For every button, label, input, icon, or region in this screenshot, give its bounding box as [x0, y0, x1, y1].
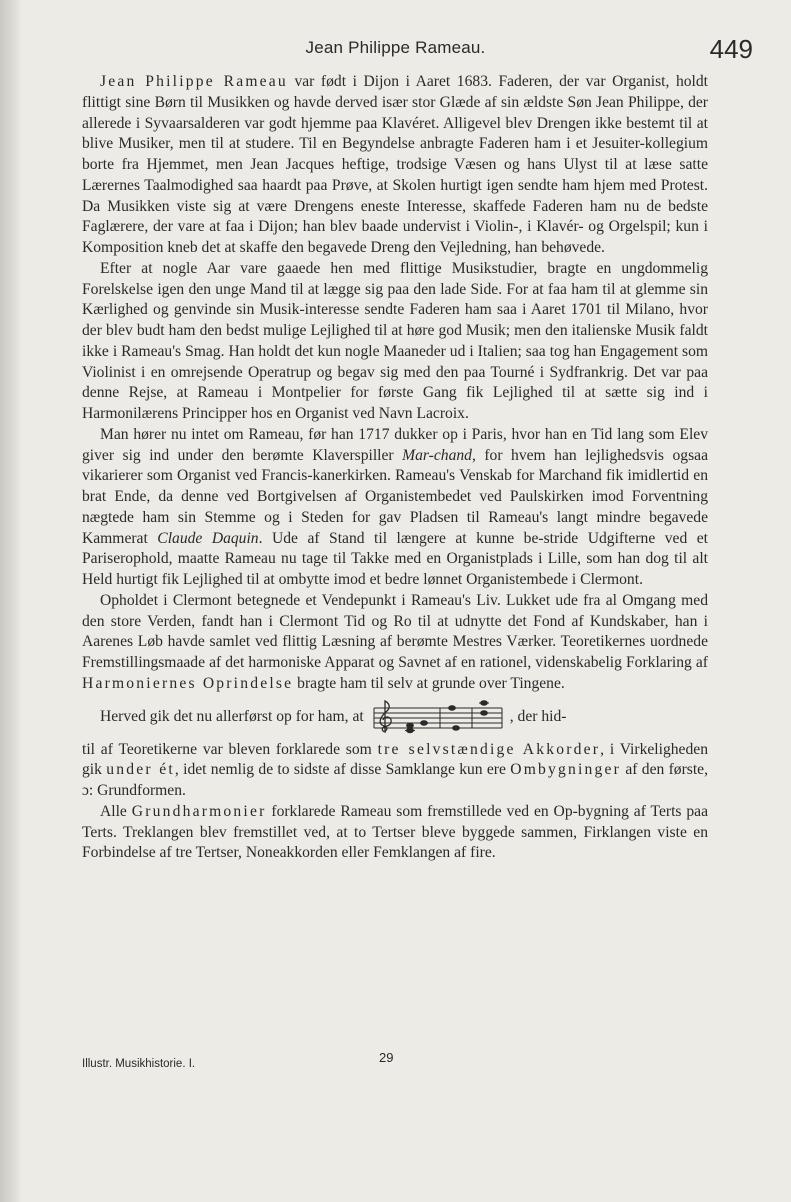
music-line-lead: Herved gik det nu allerførst op for ham, at: [100, 708, 364, 726]
continuation-before: til af Teoretikerne var bleven forklarede som: [82, 740, 378, 758]
continuation-mid-1: , i Virkeligheden gik: [82, 740, 708, 779]
footer-book-title: Illustr. Musikhistorie. I.: [82, 1058, 196, 1070]
chord-3-note-2: [480, 710, 487, 714]
paragraph-2: Efter at nogle Aar vare gaaede hen med flittige Musikstudier, bragte en ungdommelig Forelskelse igen den unge Mand til at lægge sig paa den lade Side. For at faa ham til at glemme sin Kærlighed og genvinde sin Musik-interesse sendte Faderen ham saa i Aaret 1701 til Milano, hvor der blev budt ham den bedst mulige Lejlighed til at høre god Musik; men den italienske Musik faldt ikke i Rameau's Smag. Han holdt det kun nogle Maaneder ud i Italien; saa tog han Engagement som Violinist i en omrejsende Operatrup og begav sig med den paa Tourné i Sydfrankrig. Det var paa denne Rejse, at Rameau i Montpelier for første Gang fik Lejlighed til at sætte sig ind i Harmonilærens Principper hos en Organist ved Navn Lacroix.: [82, 259, 708, 422]
italic-name-daquin: Claude Daquin: [157, 529, 259, 547]
paragraph-6-text-before: Alle: [100, 802, 132, 820]
footer-signature-mark: 29: [379, 1050, 394, 1065]
chord-1-note-3: [420, 720, 427, 724]
page-header: [0, 34, 791, 64]
chord-2-note-2: [452, 725, 459, 729]
continuation-after: af den første, ɔ: Grundformen.: [82, 761, 709, 799]
page-number: 449: [709, 34, 753, 64]
paragraph-4-text-after: bragte ham til selv at grunde over Tingene.: [293, 674, 565, 692]
spaced-three-chords: tre selvstændige Akkorder: [377, 740, 601, 758]
spaced-grundharmonier: Grundharmonier: [131, 802, 267, 820]
paragraph-4-text-before: Opholdet i Clermont betegnede et Vendepunkt i Rameau's Liv. Lukket ude fra al Omgang med den store Verden, fandt han i Clermont Tid og Ro til at udnytte det Fond af Kundskaber, han i Aarenes Løb havde samlet ved flittig Læsning af berømte Mestres Værker. Teoretikernes uordnede Fremstillingsmaade af det harmoniske Apparat og Savnet af en rationel, videnskabelig Forklaring af: [82, 591, 708, 671]
chord-1-note-2: [406, 723, 413, 727]
music-inline-line: [100, 698, 708, 738]
paragraph-6: [82, 802, 708, 864]
body-text: [82, 72, 708, 864]
page-footer: [82, 1050, 708, 1070]
music-staff-figure: [372, 698, 504, 738]
music-line-tail: , der hid-: [509, 708, 567, 726]
paragraph-1-text: var født i Dijon i Aaret 1683. Faderen, der var Organist, holdt flittigt sine Børn til Musikken og havde derved især stor Glæde af sin ældste Søn Jean Philippe, der allerede i Syvaarsalderen var godt hjemme paa Klavéret. Alligevel blev Drengen ikke bestemt til at blive Musiker, men til at studere. Til en Begyndelse anbragte Faderen ham i et Jesuiter-kollegium borte fra Hjemmet, men Jean Jacques heftige, trodsige Væsen og hans Ulyst til at læse satte Lærernes Taalmodighed saa haardt paa Prøve, at Skolen hurtigt igen sendte ham hjem med Protest. Da Musikken viste sig at være Drengens eneste Interesse, skaffede Faderen ham nu de bedste Faglærere, der vare at faa i Dijon; han blev baade undervist i Violin-, i Klavér- og Orgelspil; kun i Komposition kneb det at skaffe den begavede Dreng den Vejledning, han behøvede.: [82, 73, 709, 256]
spaced-ombygninger: Ombygninger: [510, 761, 622, 779]
paragraph-3: [82, 425, 708, 591]
continuation-mid-2: , idet nemlig de to sidste af disse Samklange kun ere: [174, 761, 511, 779]
italic-name-marchand: Mar-chand: [402, 446, 472, 464]
paragraph-3-text-before: Man hører nu intet om Rameau, før han 1717 dukker op i Paris, hvor han en Tid lang som Elev giver sig ind under den berømte Klaverspiller: [82, 425, 708, 464]
spaced-name: Jean Philippe Rameau: [100, 73, 288, 90]
paragraph-3-text-middle: , for hvem han lejlighedsvis ogsaa vikarierer som Organist ved Francis-kanerkirken. Rameau's Venskab for Marchand fik imidlertid en brat Ende, da denne ved Bortgivelsen af Organistembedet ved Paulskirken imod Forventning nægtede ham sin Stemme og i Steden for gav Pladsen til Rameau's langt mindre begavede Kammerat: [82, 446, 708, 547]
chord-2-note-1: [448, 705, 455, 709]
paragraph-6-text-after: forklarede Rameau som fremstillede ved en Op-bygning af Terts paa Terts. Treklangen blev fremstillet ved, at to Tertser bleve byggede sammen, Firklangen viste en Forbindelse af tre Tertser, Noneakkorden eller Femklangen af fire.: [82, 802, 709, 862]
running-head: Jean Philippe Rameau.: [305, 38, 486, 57]
paragraph-1: [82, 72, 708, 259]
spaced-under-et: under ét: [106, 761, 175, 779]
paragraph-3-text-after: . Ude af Stand til længere at kunne be-stride Udgifterne ved et Pariserophold, maatte Rameau nu tage til Takke med en Organistplads i Lille, som han dog til alt Held hurtigt fik Lejlighed til at ombytte imod et bedre lønnet Organistembede i Clermont.: [82, 529, 708, 588]
paragraph-4: [82, 591, 708, 695]
paragraph-4-spaced: Harmoniernes Oprindelse: [82, 674, 294, 692]
paragraph-5-continuation: [82, 740, 708, 802]
page-edge-shadow: [0, 0, 22, 1202]
